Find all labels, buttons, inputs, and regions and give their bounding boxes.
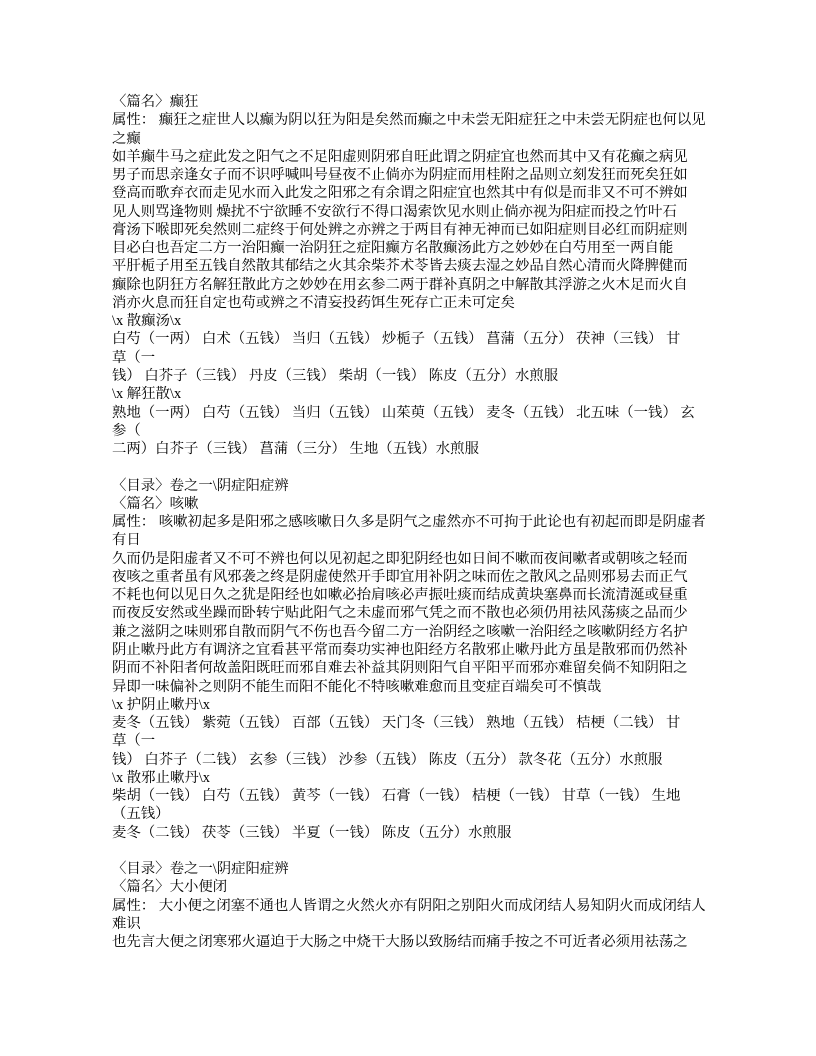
- text-line: 参（: [112, 422, 141, 439]
- text-line: 钱） 白芥子（二钱） 玄参（三钱） 沙参（五钱） 陈皮（五分） 款冬花（五分）水煎服: [112, 751, 663, 768]
- text-line: 也先言大便之闭寒邪火逼迫于大肠之中烧干大肠以致肠结而痛手按之不可近者必须用祛荡之: [112, 934, 688, 951]
- text-line: 目必白也吾定二方一治阳癫一治阴狂之症阳癫方名散癫汤此方之妙妙在白芍用至一两自能: [112, 240, 674, 257]
- text-line: 癫除也阴狂方名解狂散此方之妙妙在用玄参二两于群补真阴之中解散其浮游之火木足而火自: [112, 276, 688, 293]
- text-line: 属性： 癫狂之症世人以癫为阴以狂为阳是矣然而癫之中未尝无阳症狂之中未尝无阴症也何以见: [112, 112, 706, 129]
- text-line: 〈篇名〉癫狂: [112, 94, 199, 110]
- text-line: 〈篇名〉大小便闭: [112, 879, 228, 896]
- text-line: 白芍（一两） 白术（五钱） 当归（五钱） 炒栀子（五钱） 菖蒲（五分） 茯神（三钱） 甘: [112, 331, 681, 348]
- text-line: 夜咳之重者虽有风邪袭之终是阴虚使然开手即宜用补阴之味而佐之散风之品则邪易去而正气: [112, 568, 688, 585]
- text-line: 麦冬（二钱） 茯苓（三钱） 半夏（一钱） 陈皮（五分）水煎服: [112, 824, 512, 841]
- text-line: \x 解狂散\x: [112, 386, 182, 403]
- text-line: 平肝栀子用至五钱自然散其郁结之火其余柴芥术苓皆去痰去湿之妙品自然心清而火降脾健而: [112, 258, 688, 275]
- text-line: 兼之滋阴之味则邪自散而阴气不伤也吾今留二方一治阴经之咳嗽一治阳经之咳嗽阴经方名护: [112, 623, 688, 640]
- text-line: 钱） 白芥子（三钱） 丹皮（三钱） 柴胡（一钱） 陈皮（五分）水煎服: [112, 367, 559, 384]
- text-line: 难识: [112, 915, 141, 932]
- text-line: （五钱）: [112, 806, 170, 823]
- text-line: 二两）白芥子（三钱） 菖蒲（三分） 生地（五钱）水煎服: [112, 441, 479, 458]
- text-line: 属性： 咳嗽初起多是阳邪之感咳嗽日久多是阴气之虚然亦不可拘于此论也有初起而即是阴虚者: [112, 514, 706, 531]
- text-line: 异即一味偏补之则阴不能生而阳不能化不特咳嗽难愈而且变症百端矣可不慎哉: [112, 678, 602, 695]
- text-line: 而夜反安然或坐躁而卧转宁贴此阳气之未虚而邪气凭之而不散也必须仍用祛风荡痰之品而少: [112, 605, 688, 622]
- text-line: 阴止嗽丹此方有调济之宜看甚平常而奏功实神也阳经方名散邪止嗽丹此方虽是散邪而仍然补: [112, 641, 688, 658]
- text-line: \x 散癫汤\x: [112, 313, 182, 330]
- text-line: 〈目录〉卷之一\阴症阳症辨: [112, 861, 289, 878]
- text-line: 见人则骂逢物则 燥扰不宁欲睡不安欲行不得口渴索饮见水则止倘亦视为阳症而投之竹叶石: [112, 203, 677, 220]
- text-line: 阴而不补阳者何故盖阳既旺而邪自难去补益其阴则阳气自平阳平而邪亦难留矣倘不知阴阳之: [112, 660, 688, 677]
- text-line: 不耗也何以见日久之犹是阳经也如嗽必抬肩咳必声振吐痰而结成黄块塞鼻而长流清涎或昼重: [112, 587, 688, 604]
- text-line: 如羊癫牛马之症此发之阳气之不足阳虚则阴邪自旺此谓之阴症宜也然而其中又有花癫之病见: [112, 148, 688, 165]
- text-line: 膏汤下喉即死矣然则二症终于何处辨之亦辨之于两目有神无神而已如阳症则目必红而阴症则: [112, 221, 688, 238]
- text-line: [112, 458, 716, 476]
- text-line: 消亦火息而狂自定也苟或辨之不清妄投药饵生死存亡正未可定矣: [112, 294, 515, 311]
- text-line: 有日: [112, 532, 141, 549]
- document-text: [112, 93, 716, 951]
- text-line: 麦冬（五钱） 紫菀（五钱） 百部（五钱） 天门冬（三钱） 熟地（五钱） 桔梗（二钱） 甘: [112, 715, 681, 732]
- text-line: 之癫: [112, 130, 141, 147]
- text-line: 登高而歌弃衣而走见水而入此发之阳邪之有余谓之阳症宜也然其中有似是而非又不可不辨如: [112, 185, 688, 202]
- text-line: 男子而思亲逢女子而不识呼喊叫号昼夜不止倘亦为阴症而用桂附之品则立刻发狂而死矣狂如: [112, 167, 688, 184]
- text-line: 〈篇名〉咳嗽: [112, 495, 199, 512]
- text-line: 柴胡（一钱） 白芍（五钱） 黄芩（一钱） 石膏（一钱） 桔梗（一钱） 甘草（一钱） 生地: [112, 788, 681, 805]
- text-line: 〈目录〉卷之一\阴症阳症辨: [112, 477, 289, 494]
- text-line: [112, 842, 716, 860]
- text-line: 草（一: [112, 733, 156, 750]
- text-line: 属性： 大小便之闭塞不通也人皆谓之火然火亦有阴阳之别阳火而成闭结人易知阴火而成闭结人: [112, 897, 706, 914]
- text-line: \x 护阴止嗽丹\x: [112, 696, 210, 713]
- text-line: \x 散邪止嗽丹\x: [112, 769, 210, 786]
- text-line: 草（一: [112, 349, 156, 366]
- text-line: 熟地（一两） 白芍（五钱） 当归（五钱） 山茱萸（五钱） 麦冬（五钱） 北五味（一钱） 玄: [112, 404, 695, 421]
- text-line: 久而仍是阳虚者又不可不辨也何以见初起之即犯阴经也如日间不嗽而夜间嗽者或朝咳之轻而: [112, 550, 688, 567]
